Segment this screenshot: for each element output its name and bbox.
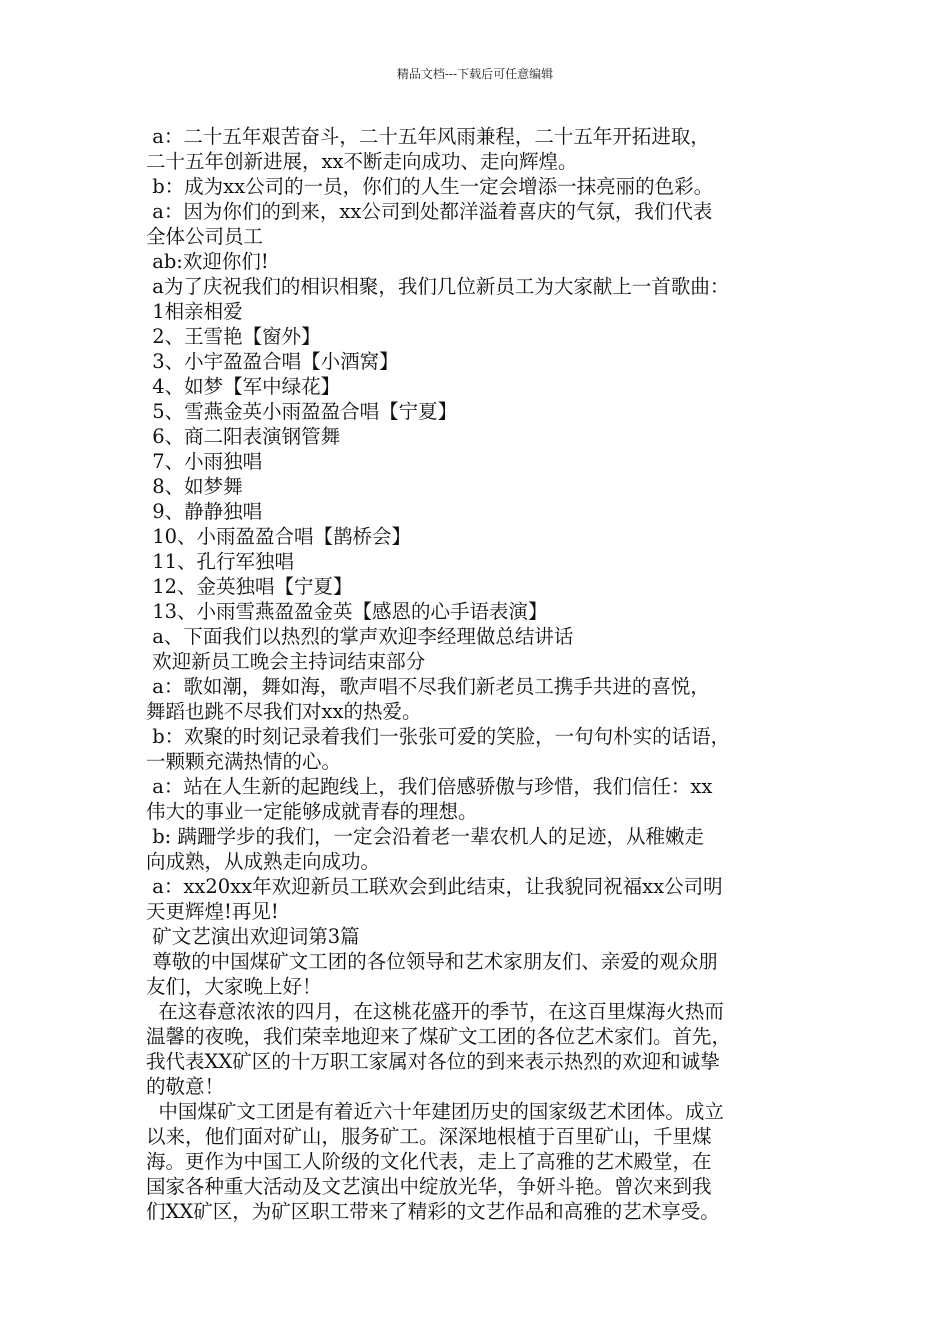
text-line: 13、小雨雪燕盈盈金英【感恩的心手语表演】 [146, 600, 548, 623]
text-line: 11、孔行军独唱 [146, 550, 295, 573]
text-line: 欢迎新员工晚会主持词结束部分 [146, 650, 426, 673]
text-line: 我代表XX矿区的十万职工家属对各位的到来表示热烈的欢迎和诚挚 [146, 1050, 720, 1073]
text-line: 国家各种重大活动及文艺演出中绽放光华，争妍斗艳。曾次来到我 [146, 1175, 712, 1198]
text-line: a：xx20xx年欢迎新员工联欢会到此结束，让我貌同祝福xx公司明 [146, 875, 723, 898]
document-body [146, 124, 811, 1224]
text-line: 向成熟，从成熟走向成功。 [146, 850, 381, 873]
text-line: a：歌如潮，舞如海，歌声唱不尽我们新老员工携手共进的喜悦， [146, 675, 710, 698]
text-line: a、下面我们以热烈的掌声欢迎李经理做总结讲话 [146, 625, 574, 648]
text-line: 以来，他们面对矿山，服务矿工。深深地根植于百里矿山，千里煤 [146, 1125, 712, 1148]
text-line: 9、静静独唱 [146, 500, 263, 523]
text-line: a：因为你们的到来，xx公司到处都洋溢着喜庆的气氛，我们代表 [146, 200, 713, 223]
text-line: 舞蹈也跳不尽我们对xx的热爱。 [146, 700, 422, 723]
text-line: 3、小宇盈盈合唱【小酒窝】 [146, 350, 399, 373]
text-line: 4、如梦【军中绿花】 [146, 375, 341, 398]
text-line: 温馨的夜晚，我们荣幸地迎来了煤矿文工团的各位艺术家们。首先， [146, 1025, 732, 1048]
text-line: 2、王雪艳【窗外】 [146, 325, 321, 348]
text-line: 的敬意！ [146, 1075, 225, 1098]
text-line: 7、小雨独唱 [146, 450, 263, 473]
text-line: b: 蹒跚学步的我们，一定会沿着老一辈农机人的足迹，从稚嫩走 [146, 825, 704, 848]
text-line: 12、金英独唱【宁夏】 [146, 575, 353, 598]
text-line: 二十五年创新进展，xx不断走向成功、走向辉煌。 [146, 150, 578, 173]
text-line: 尊敬的中国煤矿文工团的各位领导和艺术家朋友们、亲爱的观众朋 [146, 950, 718, 973]
text-line: 矿文艺演出欢迎词第3篇 [146, 925, 360, 948]
text-line: 8、如梦舞 [146, 475, 243, 498]
text-line: a为了庆祝我们的相识相聚，我们几位新员工为大家献上一首歌曲： [146, 275, 730, 298]
text-line: b：成为xx公司的一员，你们的人生一定会增添一抹亮丽的色彩。 [146, 175, 714, 198]
text-line: 天更辉煌!再见! [146, 900, 279, 923]
text-line: 全体公司员工 [146, 225, 264, 248]
text-line: 1相亲相爱 [146, 300, 243, 323]
text-line: 友们，大家晚上好！ [146, 975, 322, 998]
text-line: 们XX矿区，为矿区职工带来了精彩的文艺作品和高雅的艺术享受。 [146, 1200, 720, 1223]
text-line: 中国煤矿文工团是有着近六十年建团历史的国家级艺术团体。成立 [146, 1100, 724, 1123]
text-line: a：二十五年艰苦奋斗，二十五年风雨兼程，二十五年开拓进取， [146, 125, 710, 148]
page-header: 精品文档---下载后可任意编辑 [396, 67, 554, 81]
text-line: a：站在人生新的起跑线上，我们倍感骄傲与珍惜，我们信任：xx [146, 775, 713, 798]
text-line: 在这春意浓浓的四月，在这桃花盛开的季节，在这百里煤海火热而 [146, 1000, 724, 1023]
text-line: 一颗颗充满热情的心。 [146, 750, 342, 773]
text-line: 海。更作为中国工人阶级的文化代表，走上了高雅的艺术殿堂，在 [146, 1150, 712, 1173]
text-line: 伟大的事业一定能够成就青春的理想。 [146, 800, 478, 823]
text-line: b：欢聚的时刻记录着我们一张张可爱的笑脸，一句句朴实的话语， [146, 725, 731, 748]
text-line: ab:欢迎你们! [146, 250, 269, 273]
text-line: 5、雪燕金英小雨盈盈合唱【宁夏】 [146, 400, 458, 423]
text-line: 6、商二阳表演钢管舞 [146, 425, 341, 448]
text-line: 10、小雨盈盈合唱【鹊桥会】 [146, 525, 412, 548]
